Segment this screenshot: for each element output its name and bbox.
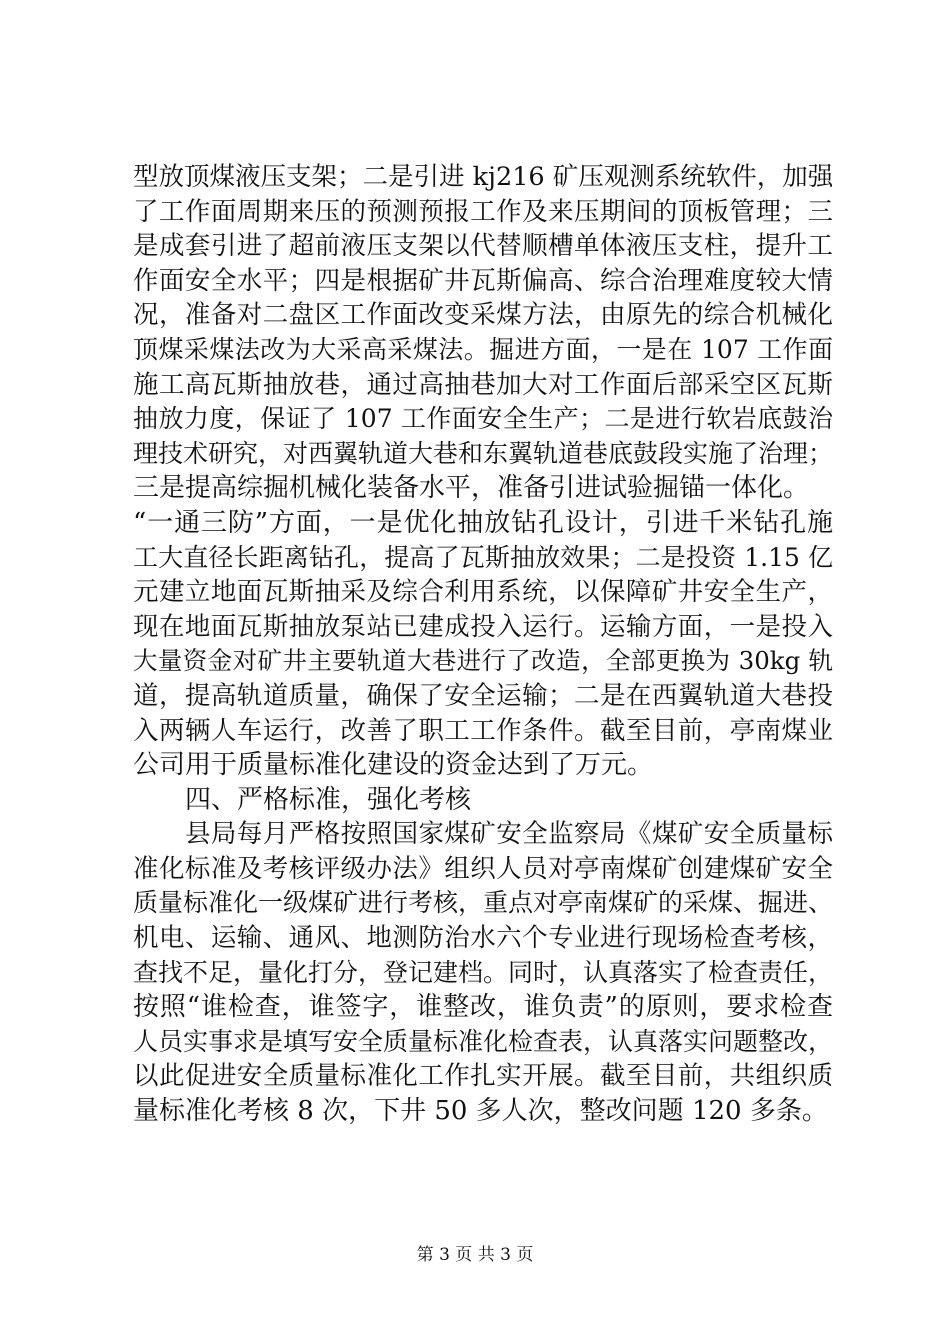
section-heading: 四、严格标准，强化考核 (185, 784, 472, 815)
section-paragraph (133, 817, 833, 1128)
text-line: 型放顶煤液压支架；二是引进 kj216 矿压观测系统软件，加强 (133, 162, 833, 192)
text-line: 施工高瓦斯抽放巷，通过高抽巷加大对工作面后部采空区瓦斯 (133, 369, 833, 400)
text-line: 按照“谁检查，谁签字，谁整改，谁负责”的原则，要求检查 (133, 992, 833, 1023)
text-line: 质量标准化一级煤矿进行考核，重点对亭南煤矿的采煤、掘进、 (133, 888, 833, 918)
text-line: 三是提高综掘机械化装备水平，准备引进试验掘锚一体化。 (133, 473, 810, 504)
text-line: 顶煤采煤法改为大采高采煤法。掘进方面，一是在 107 工作面 (133, 334, 833, 364)
text-line: 道，提高轨道质量，确保了安全运输；二是在西翼轨道大巷投 (133, 680, 833, 711)
text-line: 大量资金对矿井主要轨道大巷进行了改造，全部更换为 30kg 轨 (133, 646, 833, 676)
text-line: 入两辆人车运行，改善了职工工作条件。截至目前，亭南煤业 (133, 715, 833, 746)
text-line: 是成套引进了超前液压支架以代替顺槽单体液压支柱，提升工 (133, 231, 833, 262)
text-line: 机电、运输、通风、地测防治水六个专业进行现场检查考核， (133, 923, 833, 954)
text-line: 公司用于质量标准化建设的资金达到了万元。 (133, 750, 654, 781)
text-line: 准化标准及考核评级办法》组织人员对亭南煤矿创建煤矿安全 (133, 853, 833, 884)
text-line: 人员实事求是填写安全质量标准化检查表，认真落实问题整改， (133, 1026, 833, 1056)
text-line: 作面安全水平；四是根据矿井瓦斯偏高、综合治理难度较大情 (133, 265, 833, 296)
text-line: 抽放力度，保证了 107 工作面安全生产；二是进行软岩底鼓治 (133, 404, 833, 434)
text-line: 工大直径长距离钻孔，提高了瓦斯抽放效果；二是投资 1.15 亿 (133, 542, 833, 572)
page-footer: 第 3 页 共 3 页 (416, 1245, 534, 1265)
document-body (133, 160, 833, 1129)
text-line: 理技术研究，对西翼轨道大巷和东翼轨道巷底鼓段实施了治理； (133, 438, 833, 468)
text-line: 了工作面周期来压的预测预报工作及来压期间的顶板管理；三 (133, 196, 833, 227)
paragraph-continuation (133, 160, 833, 783)
text-line: “一通三防”方面，一是优化抽放钻孔设计，引进千米钻孔施 (133, 507, 833, 538)
text-line: 查找不足，量化打分，登记建档。同时，认真落实了检查责任， (133, 957, 833, 987)
text-line: 以此促进安全质量标准化工作扎实开展。截至目前，共组织质 (133, 1061, 833, 1092)
text-line: 县局每月严格按照国家煤矿安全监察局《煤矿安全质量标 (185, 819, 833, 850)
text-line: 况，准备对二盘区工作面改变采煤方法，由原先的综合机械化 (133, 300, 833, 331)
text-line: 量标准化考核 8 次，下井 50 多人次，整改问题 120 多条。 (133, 1096, 828, 1127)
text-line: 现在地面瓦斯抽放泵站已建成投入运行。运输方面，一是投入 (133, 611, 833, 642)
text-line: 元建立地面瓦斯抽采及综合利用系统，以保障矿井安全生产， (133, 577, 833, 608)
